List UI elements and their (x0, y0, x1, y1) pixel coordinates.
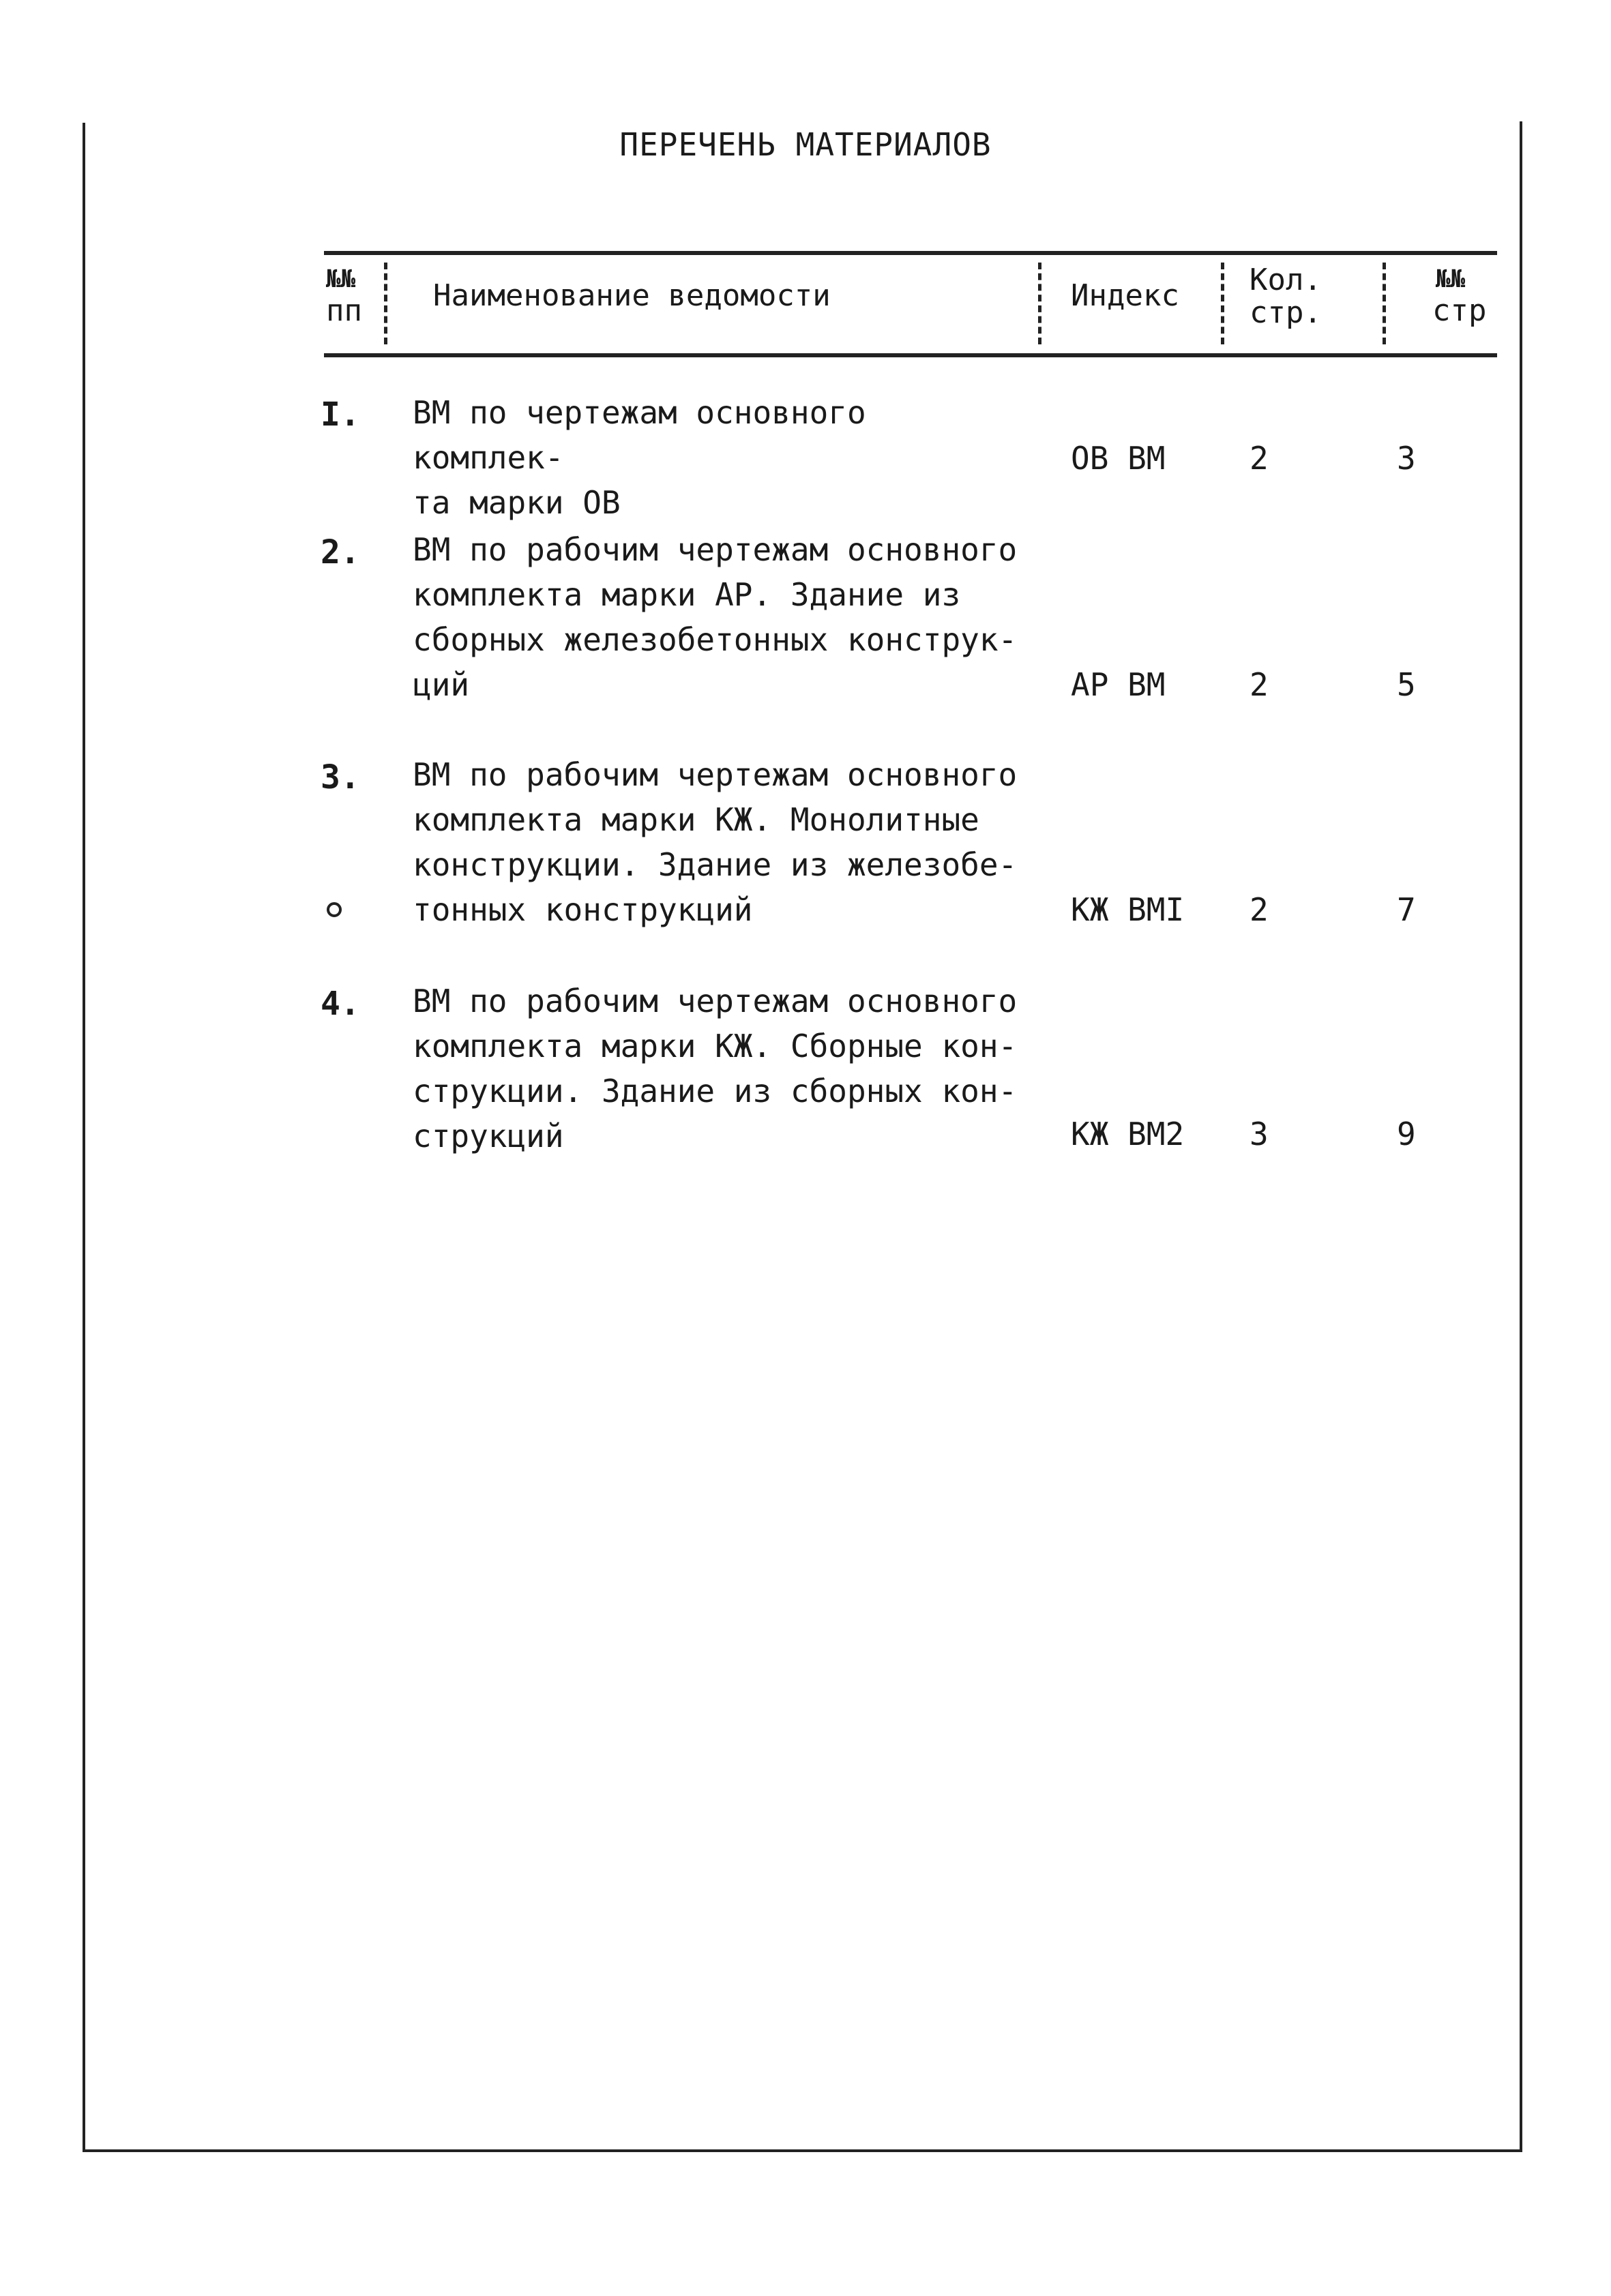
row-name: ВМ по рабочим чертежам основного комплекта марки КЖ. Монолитные конструкции. Здание из железобе- тонных конструкций (413, 756, 1018, 928)
row-count: 3 (1250, 1116, 1269, 1152)
header-page-line2: стр (1432, 293, 1487, 328)
row-count: 2 (1250, 440, 1269, 477)
page-frame-right (1520, 121, 1522, 2151)
row-page: 3 (1397, 440, 1416, 477)
column-separator (1221, 263, 1224, 344)
row-name: ВМ по рабочим чертежам основного комплекта марки АР. Здание из сборных железобетонных конструк- ций (413, 531, 1018, 703)
row-index: АР ВМ (1071, 666, 1166, 703)
page-frame-left (83, 123, 85, 2151)
row-number: 3. (321, 758, 360, 796)
table-header-rule (324, 353, 1497, 357)
row-number: I. (321, 396, 360, 434)
header-page-line1: №№ (1436, 265, 1466, 293)
row-count: 2 (1250, 891, 1269, 928)
row-page: 9 (1397, 1116, 1416, 1152)
column-separator (1038, 263, 1041, 344)
row-number: 4. (321, 985, 360, 1023)
row-page: 7 (1397, 891, 1416, 928)
margin-mark-icon (327, 902, 342, 917)
row-name: ВМ по рабочим чертежам основного комплекта марки КЖ. Сборные кон- струкции. Здание из сборных кон- струкций (413, 983, 1018, 1154)
column-separator (1383, 263, 1386, 344)
page-frame-bottom (83, 2149, 1522, 2152)
header-num-line2: пп (326, 293, 362, 328)
page-title: ПЕРЕЧЕНЬ МАТЕРИАЛОВ (619, 126, 992, 163)
column-separator (384, 263, 387, 344)
row-index: КЖ ВМI (1071, 891, 1185, 928)
table-top-rule (324, 251, 1497, 255)
header-count-line2: стр. (1250, 295, 1322, 330)
header-index: Индекс (1071, 278, 1179, 313)
row-count: 2 (1250, 666, 1269, 703)
header-num-line1: №№ (326, 265, 356, 293)
row-name: ВМ по чертежам основного комплек- та марки ОВ (413, 394, 866, 521)
row-page: 5 (1397, 666, 1416, 703)
row-number: 2. (321, 533, 360, 571)
row-index: ОВ ВМ (1071, 440, 1166, 477)
row-index: КЖ ВМ2 (1071, 1116, 1185, 1152)
header-name: Наименование ведомости (433, 278, 831, 313)
header-count-line1: Кол. (1250, 263, 1322, 297)
